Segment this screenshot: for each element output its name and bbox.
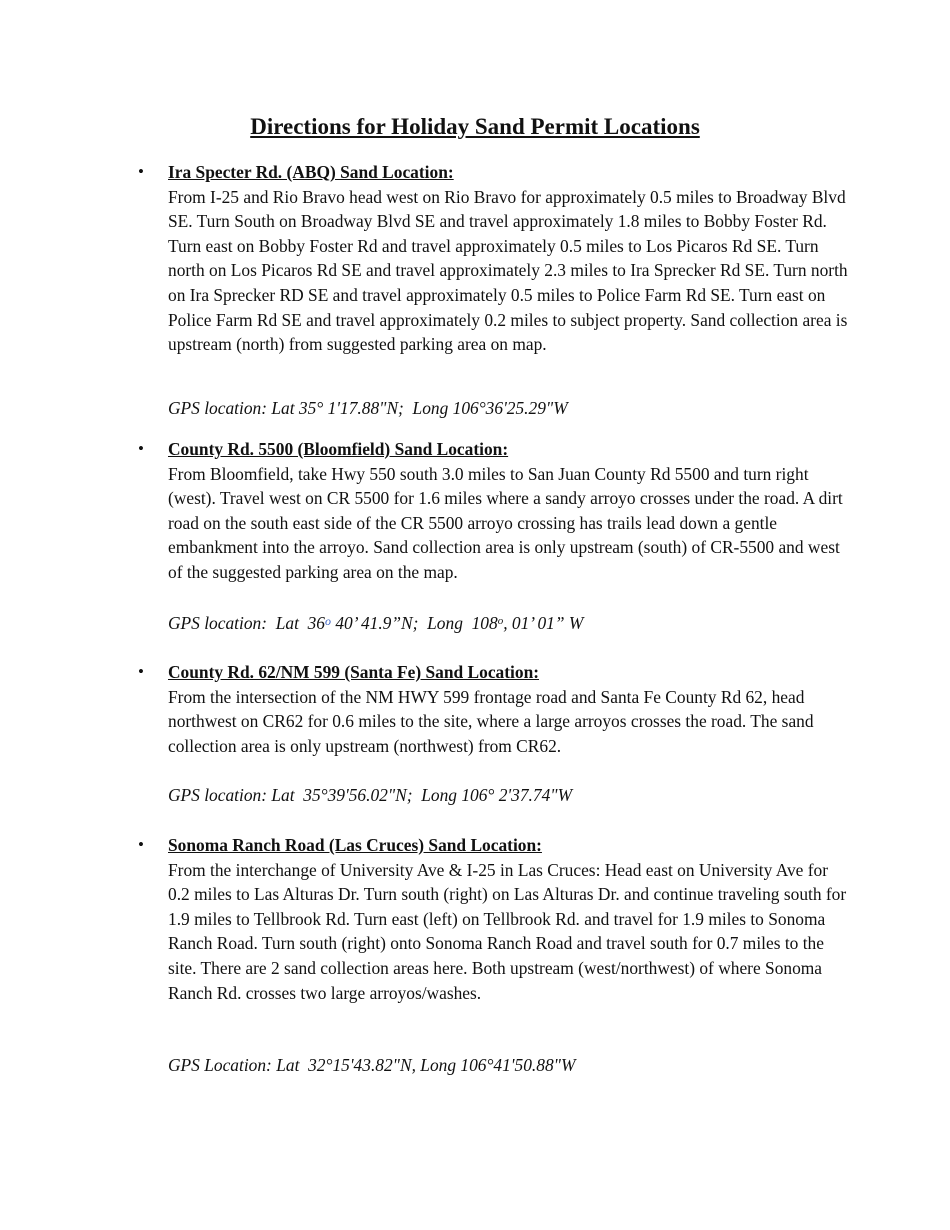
degree-symbol: o: [497, 615, 504, 627]
location-heading: Ira Specter Rd. (ABQ) Sand Location:: [168, 162, 454, 182]
gps-suffix: , 01’ 01” W: [503, 613, 584, 633]
location-directions: From the intersection of the NM HWY 599 frontage road and Santa Fe County Rd 62, head northwest on CR62 for 0.6 miles to the site, where a large arroyos crosses the road. The sand collection area is only upstream (northwest) from CR62.: [168, 686, 814, 756]
gps-location: GPS Location: Lat 32°15'43.82"N, Long 106°41'50.88"W: [168, 1055, 576, 1075]
gps-prefix: GPS location: Lat 36: [168, 613, 325, 633]
bullet-icon: •: [138, 439, 144, 458]
location-heading: Sonoma Ranch Road (Las Cruces) Sand Location:: [168, 835, 542, 855]
location-directions: From the interchange of University Ave & I-25 in Las Cruces: Head east on University Ave for 0.2 miles to Las Alturas Dr. Turn south (right) on Las Alturas Dr. and continue traveling south for 1.9 miles to Tellbrook Rd. Turn east (left) on Tellbrook Rd. and travel for 1.9 miles to Sonoma Ranch Road. Turn south (right) onto Sonoma Ranch Road and travel south for 0.7 miles to the site. There are 2 sand collection areas here. Both upstream (west/northwest) of where Sonoma Ranch Rd. crosses two large arroyos/washes.: [168, 859, 847, 1003]
location-heading: County Rd. 5500 (Bloomfield) Sand Location:: [168, 439, 509, 459]
gps-location: GPS location: Lat 35°39'56.02"N; Long 106° 2'37.74"W: [168, 785, 573, 805]
degree-symbol: o: [325, 614, 331, 628]
bullet-icon: •: [138, 162, 144, 181]
location-santa-fe: [138, 660, 848, 758]
page-title: Directions for Holiday Sand Permit Locations: [250, 114, 700, 139]
location-directions: From Bloomfield, take Hwy 550 south 3.0 miles to San Juan County Rd 5500 and turn right (west). Travel west on CR 5500 for 1.6 miles where a sandy arroyo crosses under the road. A dirt road on the south east side of the CR 5500 arroyo crossing has trails lead down a gentle embankment into the arroyo. Sand collection area is only upstream (south) of CR-5500 and west of the suggested parking area on the map.: [168, 463, 843, 582]
gps-location: GPS location: Lat 35° 1'17.88"N; Long 106°36'25.29"W: [168, 398, 568, 418]
gps-location: [168, 609, 848, 635]
location-heading: County Rd. 62/NM 599 (Santa Fe) Sand Location:: [168, 662, 540, 682]
location-directions: From I-25 and Rio Bravo head west on Rio Bravo for approximately 0.5 miles to Broadway Blvd SE. Turn South on Broadway Blvd SE and travel approximately 1.8 miles to Bobby Foster Rd. Turn east on Bobby Foster Rd and travel approximately 0.5 miles to Los Picaros Rd SE. Turn north on Los Picaros Rd SE and travel approximately 2.3 miles to Ira Sprecker Rd SE. Turn north on Ira Sprecker RD SE and travel approximately 0.5 miles to Police Farm Rd SE. Turn east on Police Farm Rd SE and travel approximately 0.2 miles to subject property. Sand collection area is upstream (north) from suggested parking area on map.: [168, 186, 848, 355]
bullet-icon: •: [138, 835, 144, 854]
bullet-icon: •: [138, 662, 144, 681]
location-bloomfield: [138, 437, 848, 585]
gps-mid: 40’ 41.9”N; Long 108: [331, 613, 498, 633]
location-ira-specter: [138, 160, 848, 357]
location-las-cruces: [138, 833, 848, 1005]
